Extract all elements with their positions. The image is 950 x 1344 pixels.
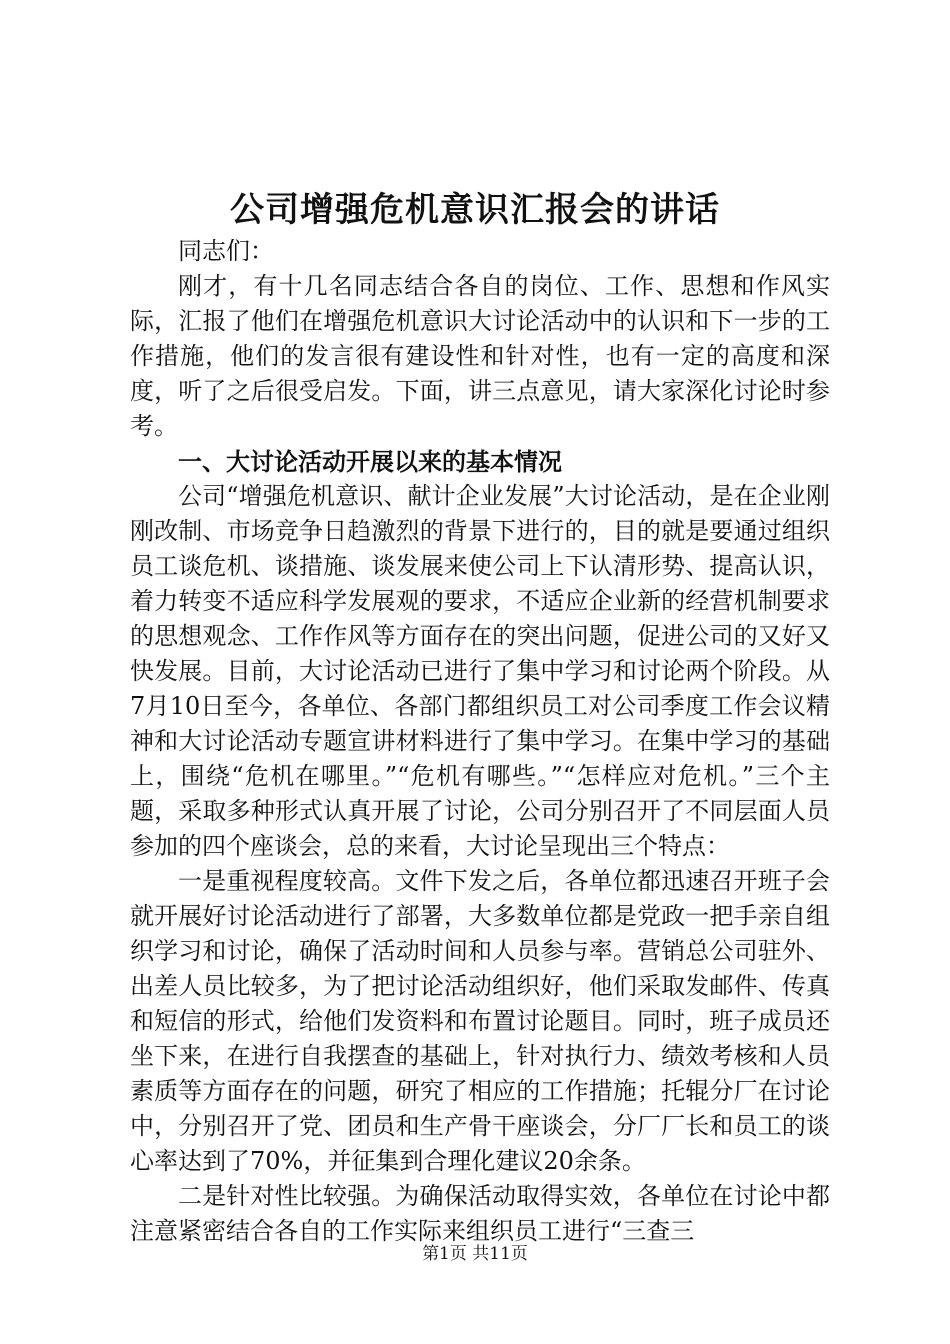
page-number-footer: 第1页 共11页: [422, 1244, 528, 1264]
salutation-paragraph: 同志们：: [178, 237, 274, 265]
body-paragraph: 二是针对性比较强。为确保活动取得实效，各单位在讨论中都注意紧密结合各自的工作实际来组织员工进行“三查三: [130, 1182, 830, 1245]
body-paragraph: 公司“增强危机意识、献计企业发展”大讨论活动，是在企业刚刚改制、市场竞争日趋激烈的背景下进行的，目的就是要通过组织员工谈危机、谈措施、谈发展来使公司上下认清形势、提高认识，着力转变不适应科学发展观的要求，不适应企业新的经营机制要求的思想观念、工作作风等方面存在的突出问题，促进公司的又好又快发展。目前，大讨论活动已进行了集中学习和讨论两个阶段。从7月10日至今，各单位、各部门都组织员工对公司季度工作会议精神和大讨论活动专题宣讲材料进行了集中学习。在集中学习的基础上，围绕“危机在哪里。”“危机有哪些。”“怎样应对危机。”三个主题，采取多种形式认真开展了讨论，公司分别召开了不同层面人员参加的四个座谈会，总的来看，大讨论呈现出三个特点：: [130, 482, 830, 860]
section-heading: 一、大讨论活动开展以来的基本情况: [178, 447, 562, 476]
document-body: [130, 234, 830, 1249]
document-title: 公司增强危机意识汇报会的讲话: [230, 190, 720, 230]
body-paragraph: 一是重视程度较高。文件下发之后，各单位都迅速召开班子会就开展好讨论活动进行了部署，大多数单位都是党政一把手亲自组织学习和讨论，确保了活动时间和人员参与率。营销总公司驻外、出差人员比较多，为了把讨论活动组织好，他们采取发邮件、传真和短信的形式，给他们发资料和布置讨论题目。同时，班子成员还坐下来，在进行自我摆查的基础上，针对执行力、绩效考核和人员素质等方面存在的问题，研究了相应的工作措施；托辊分厂在讨论中，分别召开了党、团员和生产骨干座谈会，分厂厂长和员工的谈心率达到了70%，并征集到合理化建议20余条。: [130, 867, 830, 1175]
intro-paragraph: 刚才，有十几名同志结合各自的岗位、工作、思想和作风实际，汇报了他们在增强危机意识大讨论活动中的认识和下一步的工作措施，他们的发言很有建设性和针对性，也有一定的高度和深度，听了之后很受启发。下面，讲三点意见，请大家深化讨论时参考。: [130, 272, 830, 440]
